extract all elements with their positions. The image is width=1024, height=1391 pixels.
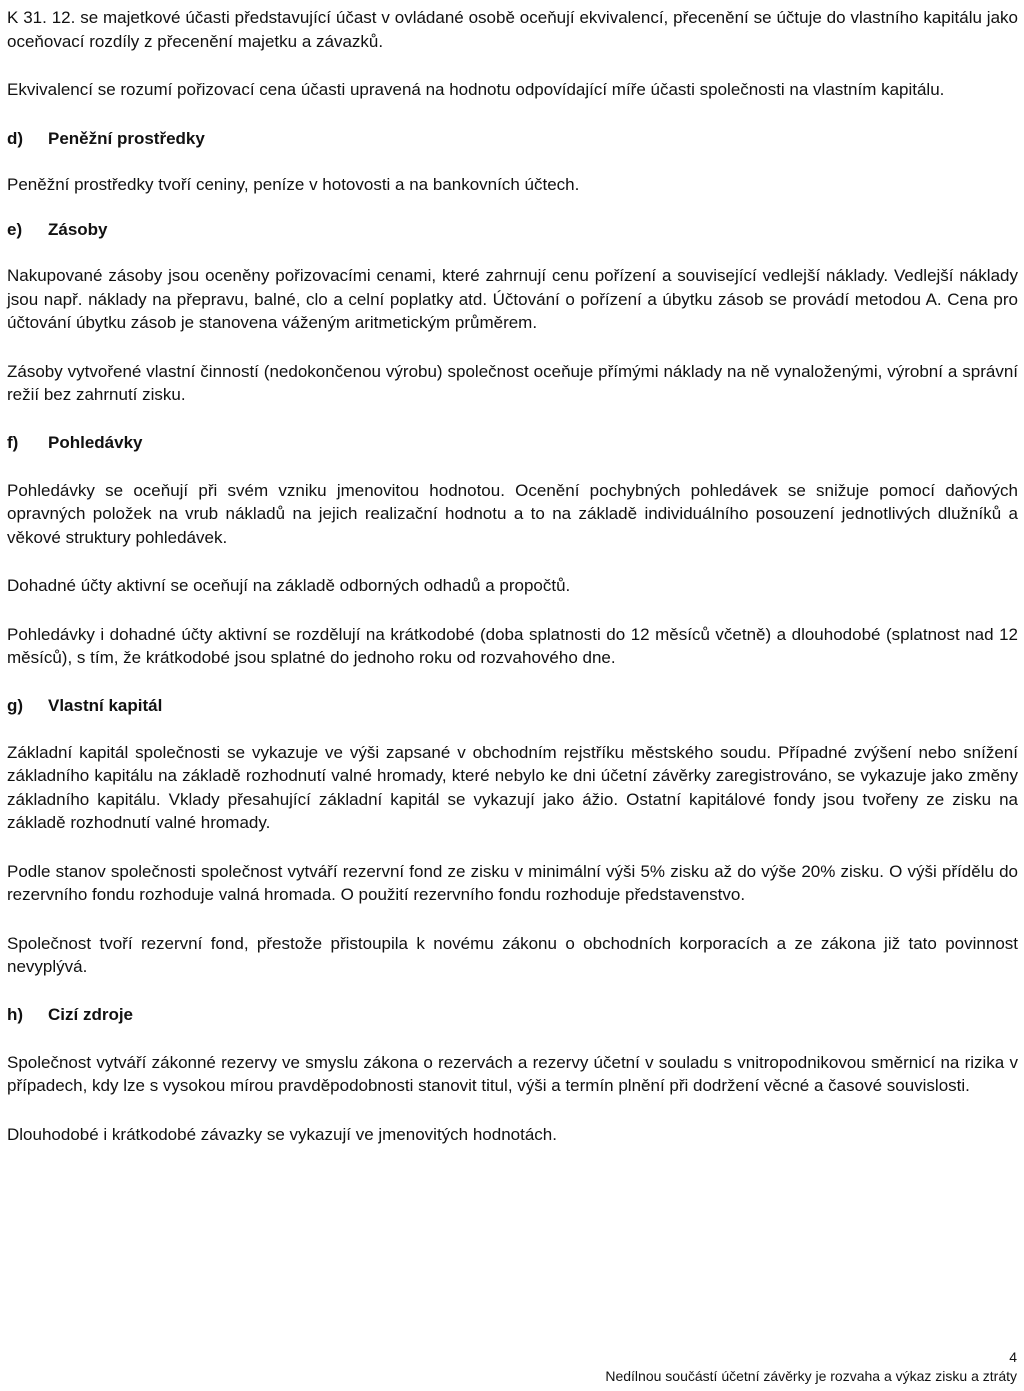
section-letter: h)	[7, 1004, 24, 1024]
section-letter: g)	[7, 695, 24, 715]
paragraph-receivables-valuation: Pohledávky se oceňují při svém vzniku jmenovitou hodnotou. Ocenění pochybných pohledávek se snižuje pomocí daňových opravných položek na vrub nákladů na jejich realizační hodnotu a to na základě individuálního posouzení jednotlivých dlužníků a věkové struktury pohledávek.	[7, 480, 1018, 547]
section-title: Zásoby	[48, 220, 108, 239]
paragraph-cash: Peněžní prostředky tvoří ceniny, peníze v hotovosti a na bankovních účtech.	[7, 174, 580, 194]
section-heading-equity	[7, 694, 1018, 718]
page-number: 4	[1009, 1349, 1017, 1365]
page-footer	[605, 1348, 1017, 1386]
paragraph-estimated-accounts: Dohadné účty aktivní se oceňují na základě odborných odhadů a propočtů.	[7, 576, 571, 595]
paragraph-reserve-fund-statutes: Podle stanov společnosti společnost vytváří rezervní fond ze zisku v minimální výši 5% zisku až do výše 20% zisku. O výši přídělu do rezervního fondu rozhoduje valná hromada. O použití rezervního fondu rozhoduje představenstvo.	[7, 861, 1018, 904]
section-heading-cash	[7, 127, 1018, 151]
paragraph-own-production-inventory: Zásoby vytvořené vlastní činností (nedokončenou výrobu) společnost oceňuje přímými náklady na ně vynaloženými, výrobní a správní režií bez zahrnutí zisku.	[7, 361, 1018, 404]
paragraph-registered-capital: Základní kapitál společnosti se vykazuje ve výši zapsané v obchodním rejstříku městského soudu. Případné zvýšení nebo snížení základního kapitálu na základě rozhodnutí valné hromady, které nebylo ke dni účetní závěrky zaregistrováno, se vykazuje jako změny základního kapitálu. Vklady přesahující základní kapitál se vykazují jako ážio. Ostatní kapitálové fondy jsou tvořeny ze zisku na základě rozhodnutí valné hromady.	[7, 742, 1018, 832]
section-heading-liabilities	[7, 1003, 1018, 1027]
document-page	[7, 6, 1018, 1146]
footer-note: Nedílnou součástí účetní závěrky je rozvaha a výkaz zisku a ztráty	[605, 1368, 1017, 1384]
paragraph-payables: Dlouhodobé i krátkodobé závazky se vykazují ve jmenovitých hodnotách.	[7, 1124, 557, 1144]
section-heading-inventory	[7, 218, 1018, 242]
section-heading-receivables	[7, 431, 1018, 455]
paragraph-reserve-fund-law: Společnost tvoří rezervní fond, přestože přistoupila k novému zákonu o obchodních korporacích a ze zákona již tato povinnost nevyplývá.	[7, 933, 1018, 976]
section-letter: d)	[7, 128, 24, 148]
paragraph-receivables-split: Pohledávky i dohadné účty aktivní se rozdělují na krátkodobé (doba splatnosti do 12 měsíců včetně) a dlouhodobé (splatnost nad 12 měsíců), s tím, že krátkodobé jsou splatné do jednoho roku od rozvahového dne.	[7, 624, 1018, 667]
section-title: Pohledávky	[48, 432, 143, 452]
paragraph-equivalence-definition: Ekvivalencí se rozumí pořizovací cena účasti upravená na hodnotu odpovídající míře účasti společnosti na vlastním kapitálu.	[7, 80, 945, 99]
paragraph-purchased-inventory: Nakupované zásoby jsou oceněny pořizovacími cenami, které zahrnují cenu pořízení a související vedlejší náklady. Vedlejší náklady jsou např. náklady na přepravu, balné, clo a celní poplatky atd. Účtování o pořízení a úbytku zásob se provádí metodou A. Cena pro účtování úbytku zásob je stanovena váženým aritmetickým průměrem.	[7, 266, 1018, 332]
section-letter: f)	[7, 432, 19, 452]
paragraph-equity-method: K 31. 12. se majetkové účasti představující účast v ovládané osobě oceňují ekvivalencí, přecenění se účtuje do vlastního kapitálu jako oceňovací rozdíly z přecenění majetku a závazků.	[7, 8, 1018, 51]
paragraph-provisions: Společnost vytváří zákonné rezervy ve smyslu zákona o rezervách a rezervy účetní v souladu s vnitropodnikovou směrnicí na rizika v případech, kdy lze s vysokou mírou pravděpodobnosti stanovit titul, výši a termín plnění při dodržení věcné a časové souvislosti.	[7, 1052, 1018, 1095]
section-title: Peněžní prostředky	[48, 128, 205, 148]
section-letter: e)	[7, 220, 23, 239]
section-title: Cizí zdroje	[48, 1004, 134, 1024]
section-title: Vlastní kapitál	[48, 695, 163, 715]
